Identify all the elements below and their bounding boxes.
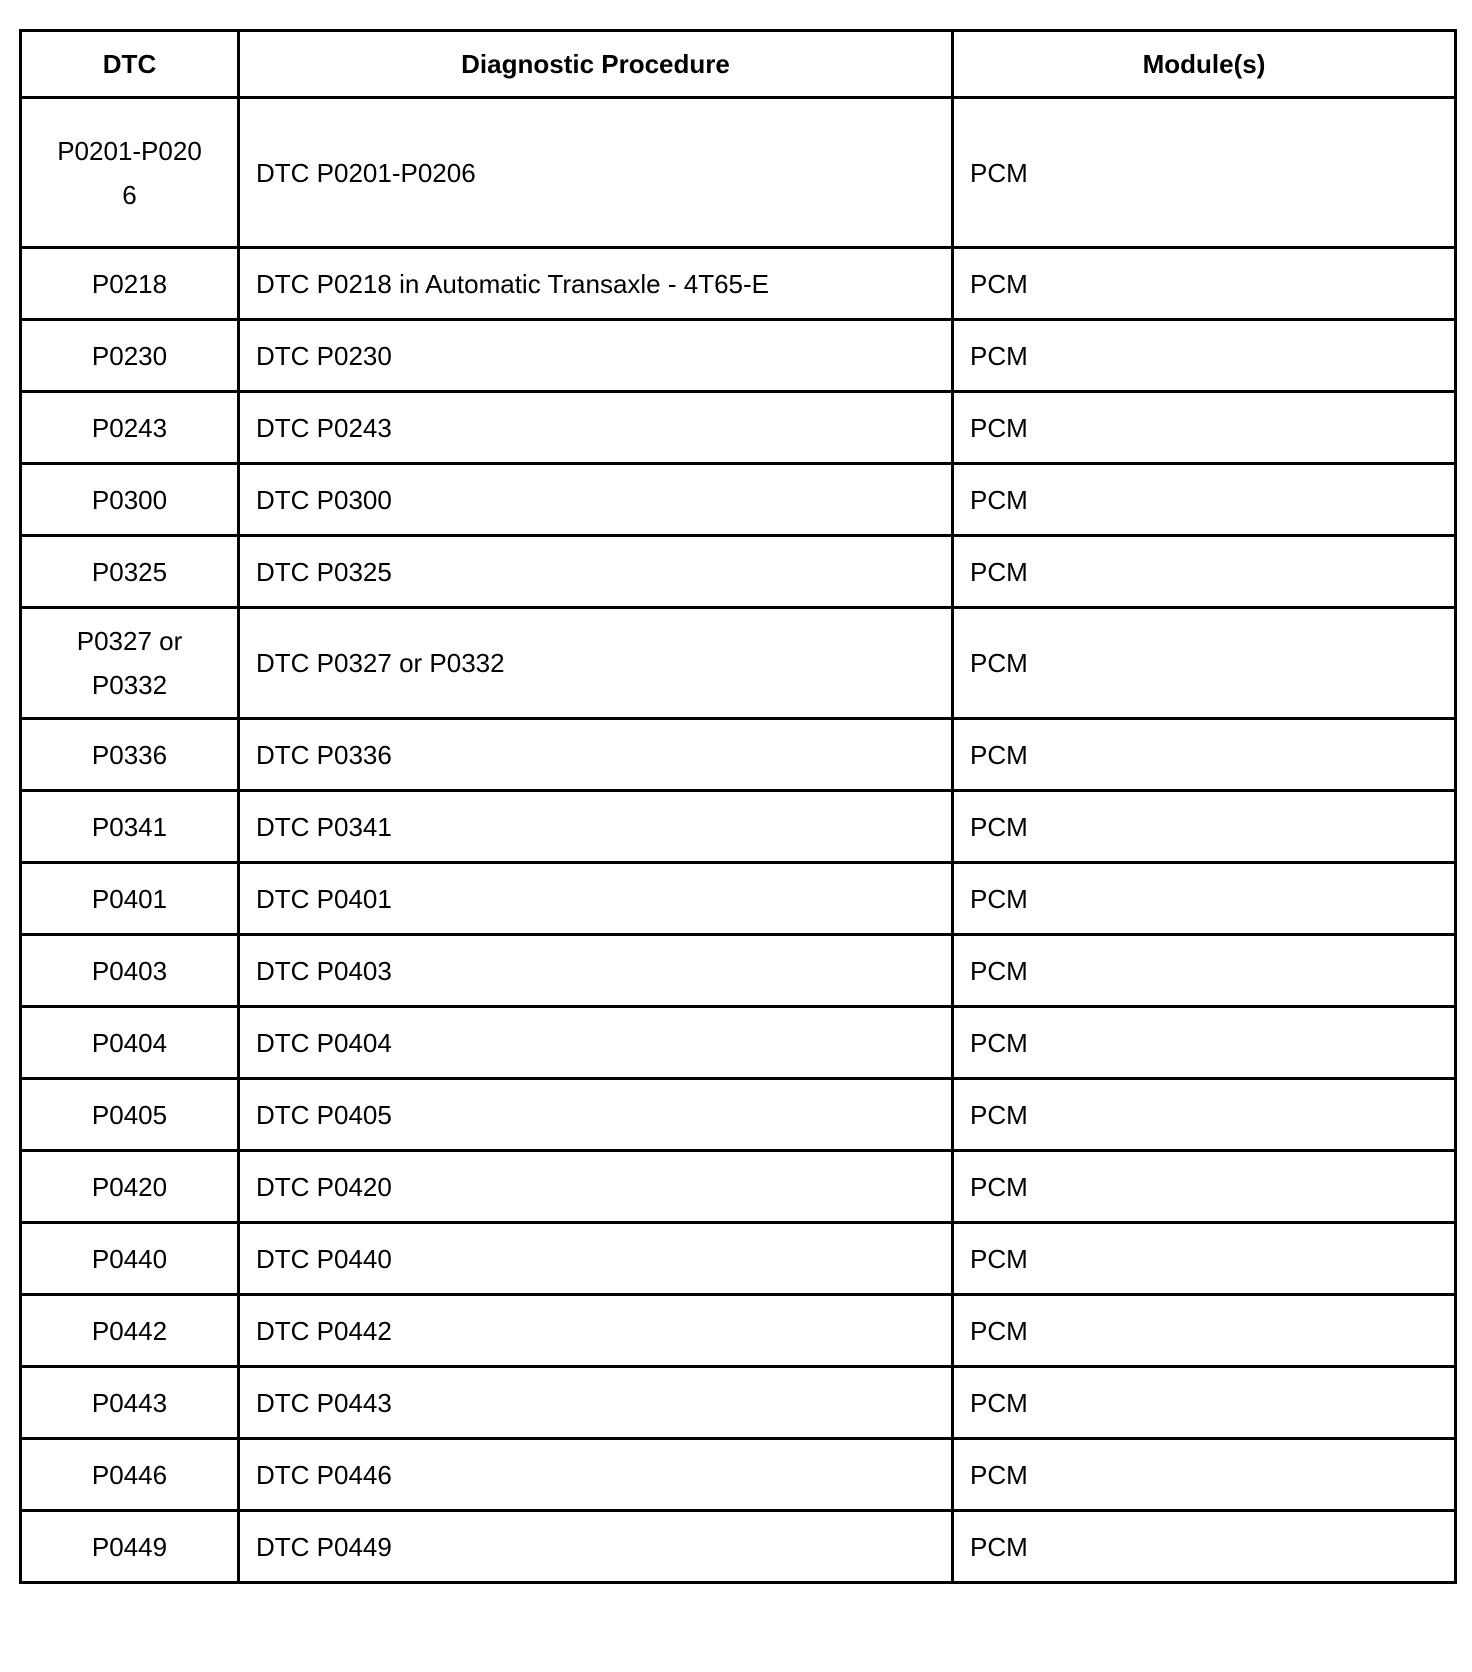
dtc-cell — [21, 536, 239, 608]
module-cell: PCM — [953, 1295, 1456, 1367]
table-row — [21, 935, 1456, 1007]
procedure-link[interactable]: DTC P0243 — [239, 392, 953, 464]
dtc-cell — [21, 719, 239, 791]
dtc-code: P0443 — [91, 1387, 168, 1418]
dtc-cell — [21, 1295, 239, 1367]
dtc-code: P0201-P0206 — [57, 135, 202, 210]
table-row — [21, 1295, 1456, 1367]
dtc-cell — [21, 1151, 239, 1223]
table-header-row — [21, 31, 1456, 98]
table-row — [21, 719, 1456, 791]
dtc-cell — [21, 98, 239, 248]
table-row — [21, 320, 1456, 392]
table-row — [21, 1439, 1456, 1511]
table-row — [21, 1079, 1456, 1151]
dtc-code: P0420 — [91, 1171, 168, 1202]
dtc-code: P0300 — [91, 484, 168, 515]
dtc-code: P0325 — [91, 556, 168, 587]
module-cell: PCM — [953, 863, 1456, 935]
procedure-link[interactable]: DTC P0420 — [239, 1151, 953, 1223]
table-row — [21, 536, 1456, 608]
procedure-link[interactable]: DTC P0218 in Automatic Transaxle - 4T65-E — [239, 248, 953, 320]
procedure-link[interactable]: DTC P0440 — [239, 1223, 953, 1295]
module-cell: PCM — [953, 464, 1456, 536]
table-row — [21, 1223, 1456, 1295]
procedure-link[interactable]: DTC P0230 — [239, 320, 953, 392]
module-cell: PCM — [953, 1439, 1456, 1511]
procedure-link[interactable]: DTC P0300 — [239, 464, 953, 536]
dtc-table — [19, 29, 1457, 1584]
dtc-cell — [21, 392, 239, 464]
module-cell: PCM — [953, 935, 1456, 1007]
table-row — [21, 1151, 1456, 1223]
dtc-code: P0401 — [91, 883, 168, 914]
dtc-cell — [21, 464, 239, 536]
procedure-link[interactable]: DTC P0403 — [239, 935, 953, 1007]
module-cell: PCM — [953, 248, 1456, 320]
procedure-link[interactable]: DTC P0449 — [239, 1511, 953, 1583]
header-dtc: DTC — [21, 31, 239, 98]
module-cell: PCM — [953, 608, 1456, 719]
module-cell: PCM — [953, 98, 1456, 248]
table-row — [21, 1367, 1456, 1439]
module-cell: PCM — [953, 392, 1456, 464]
dtc-cell — [21, 1439, 239, 1511]
module-cell: PCM — [953, 536, 1456, 608]
module-cell: PCM — [953, 1079, 1456, 1151]
module-cell: PCM — [953, 719, 1456, 791]
table-row — [21, 791, 1456, 863]
module-cell: PCM — [953, 1367, 1456, 1439]
dtc-cell — [21, 1511, 239, 1583]
procedure-link[interactable]: DTC P0443 — [239, 1367, 953, 1439]
procedure-link[interactable]: DTC P0442 — [239, 1295, 953, 1367]
dtc-cell — [21, 1079, 239, 1151]
procedure-link[interactable]: DTC P0201-P0206 — [239, 98, 953, 248]
procedure-link[interactable]: DTC P0401 — [239, 863, 953, 935]
dtc-cell — [21, 608, 239, 719]
module-cell: PCM — [953, 1511, 1456, 1583]
dtc-cell — [21, 1223, 239, 1295]
table-row — [21, 98, 1456, 248]
dtc-code: P0403 — [91, 955, 168, 986]
table-row — [21, 464, 1456, 536]
dtc-code: P0449 — [91, 1531, 168, 1562]
dtc-cell — [21, 1367, 239, 1439]
dtc-cell — [21, 1007, 239, 1079]
table-body — [21, 98, 1456, 1583]
module-cell: PCM — [953, 1151, 1456, 1223]
dtc-code: P0327 or P0332 — [76, 626, 183, 700]
dtc-cell — [21, 935, 239, 1007]
procedure-link[interactable]: DTC P0327 or P0332 — [239, 608, 953, 719]
table-row — [21, 392, 1456, 464]
procedure-link[interactable]: DTC P0446 — [239, 1439, 953, 1511]
header-modules: Module(s) — [953, 31, 1456, 98]
dtc-code: P0230 — [91, 340, 168, 371]
dtc-cell — [21, 791, 239, 863]
dtc-cell — [21, 248, 239, 320]
procedure-link[interactable]: DTC P0336 — [239, 719, 953, 791]
module-cell: PCM — [953, 1007, 1456, 1079]
dtc-code: P0404 — [91, 1027, 168, 1058]
dtc-code: P0446 — [91, 1459, 168, 1490]
table-row — [21, 1511, 1456, 1583]
procedure-link[interactable]: DTC P0341 — [239, 791, 953, 863]
header-diagnostic-procedure: Diagnostic Procedure — [239, 31, 953, 98]
dtc-cell — [21, 863, 239, 935]
dtc-cell — [21, 320, 239, 392]
procedure-link[interactable]: DTC P0404 — [239, 1007, 953, 1079]
dtc-code: P0442 — [91, 1315, 168, 1346]
table-row — [21, 248, 1456, 320]
dtc-code: P0336 — [91, 739, 168, 770]
table-row — [21, 863, 1456, 935]
table-row — [21, 1007, 1456, 1079]
dtc-code: P0440 — [91, 1243, 168, 1274]
module-cell: PCM — [953, 791, 1456, 863]
procedure-link[interactable]: DTC P0325 — [239, 536, 953, 608]
module-cell: PCM — [953, 320, 1456, 392]
dtc-code: P0405 — [91, 1099, 168, 1130]
module-cell: PCM — [953, 1223, 1456, 1295]
dtc-code: P0243 — [91, 412, 168, 443]
dtc-code: P0218 — [91, 268, 168, 299]
dtc-code: P0341 — [91, 811, 168, 842]
table-row — [21, 608, 1456, 719]
procedure-link[interactable]: DTC P0405 — [239, 1079, 953, 1151]
